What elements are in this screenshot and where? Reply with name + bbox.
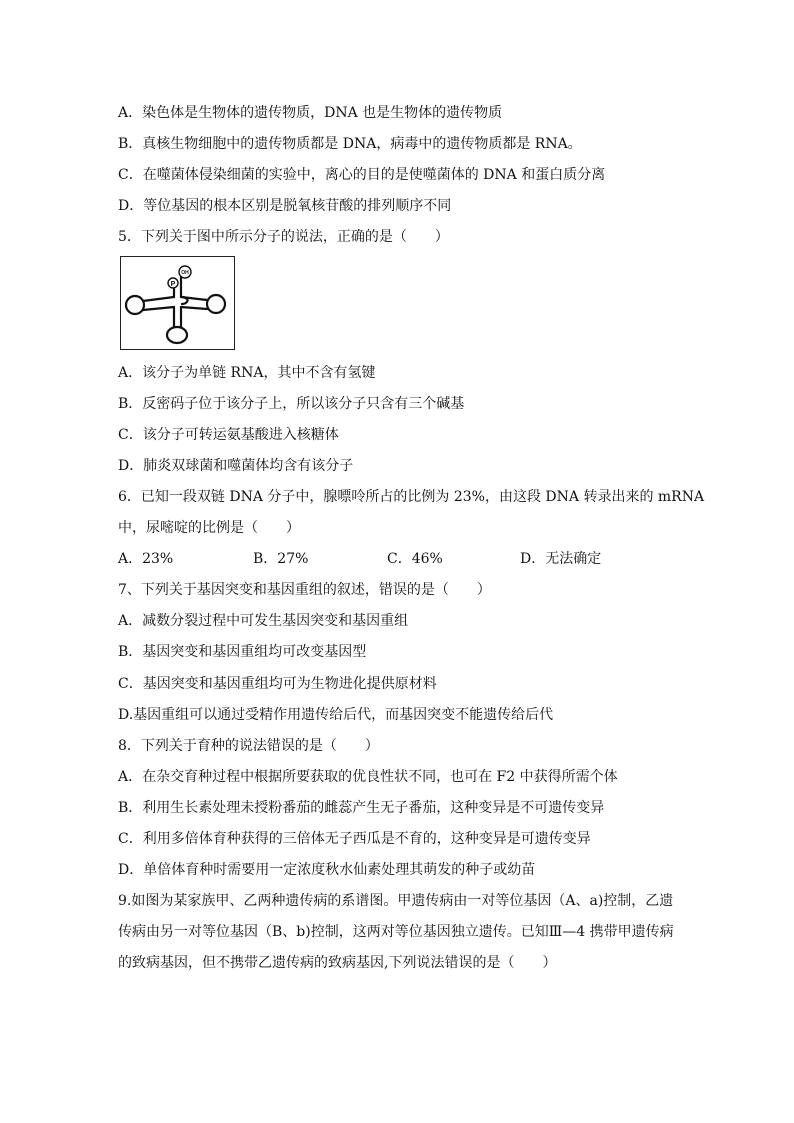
q9-stem-line-2: 传病由另一对等位基因（B、b)控制，这两对等位基因独立遗传。已知Ⅲ—4 携带甲遗传病: [118, 924, 674, 940]
q7-option-d: D.基因重组可以通过受精作用遗传给后代，而基因突变不能遗传给后代: [118, 707, 554, 723]
q7-option-a: A．减数分裂过程中可发生基因突变和基因重组: [118, 613, 409, 629]
q7-option-c: C．基因突变和基因重组均可为生物进化提供原材料: [118, 676, 437, 692]
q6-stem-line-1: 6．已知一段双链 DNA 分子中，腺嘌呤所占的比例为 23%，由这段 DNA 转录出来的 mRNA: [118, 489, 705, 505]
q6-option-d: D．无法确定: [520, 551, 602, 567]
q6-stem-line-2: 中，尿嘧啶的比例是（ ）: [118, 520, 300, 536]
q8-option-d: D．单倍体育种时需要用一定浓度秋水仙素处理其萌发的种子或幼苗: [118, 862, 536, 878]
q5-stem: 5．下列关于图中所示分子的说法，正确的是（ ）: [118, 229, 449, 245]
q6-option-a: A．23%: [118, 551, 174, 567]
hydroxyl-label: OH: [181, 270, 189, 276]
q5-option-c: C．该分子可转运氨基酸进入核糖体: [118, 427, 339, 443]
q7-option-b: B．基因突变和基因重组均可改变基因型: [118, 644, 367, 660]
q6-options-row: [118, 549, 601, 569]
q4-option-a: A．染色体是生物体的遗传物质，DNA 也是生物体的遗传物质: [118, 105, 503, 121]
q6-option-b: B．27%: [253, 551, 309, 567]
q9-stem-line-3: 的致病基因，但不携带乙遗传病的致病基因,下列说法错误的是（ ）: [118, 955, 557, 971]
q4-option-c: C．在噬菌体侵染细菌的实验中，离心的目的是使噬菌体的 DNA 和蛋白质分离: [118, 167, 606, 183]
q4-option-d: D．等位基因的根本区别是脱氧核苷酸的排列顺序不同: [118, 198, 452, 214]
q9-stem-line-1: 9.如图为某家族甲、乙两种遗传病的系谱图。甲遗传病由一对等位基因（A、a)控制，乙遗: [118, 893, 674, 909]
q5-option-a: A．该分子为单链 RNA，其中不含有氢键: [118, 365, 376, 381]
q7-stem: 7、下列关于基因突变和基因重组的叙述，错误的是（ ）: [118, 582, 491, 598]
q8-stem: 8．下列关于育种的说法错误的是（ ）: [118, 738, 379, 754]
trna-figure: [120, 256, 235, 350]
q5-option-b: B．反密码子位于该分子上，所以该分子只含有三个碱基: [118, 396, 465, 412]
q8-option-b: B．利用生长素处理未授粉番茄的雌蕊产生无子番茄，这种变异是不可遗传变异: [118, 800, 605, 816]
q6-option-c: C．46%: [387, 551, 443, 567]
q5-option-d: D．肺炎双球菌和噬菌体均含有该分子: [118, 458, 354, 474]
q4-option-b: B．真核生物细胞中的遗传物质都是 DNA，病毒中的遗传物质都是 RNA。: [118, 136, 582, 152]
trna-cloverleaf-diagram: [121, 257, 234, 349]
q8-option-a: A．在杂交育种过程中根据所要获取的优良性状不同，也可在 F2 中获得所需个体: [118, 769, 618, 785]
phosphate-label: P: [170, 281, 176, 288]
q8-option-c: C．利用多倍体育种获得的三倍体无子西瓜是不育的，这种变异是可遗传变异: [118, 831, 591, 847]
